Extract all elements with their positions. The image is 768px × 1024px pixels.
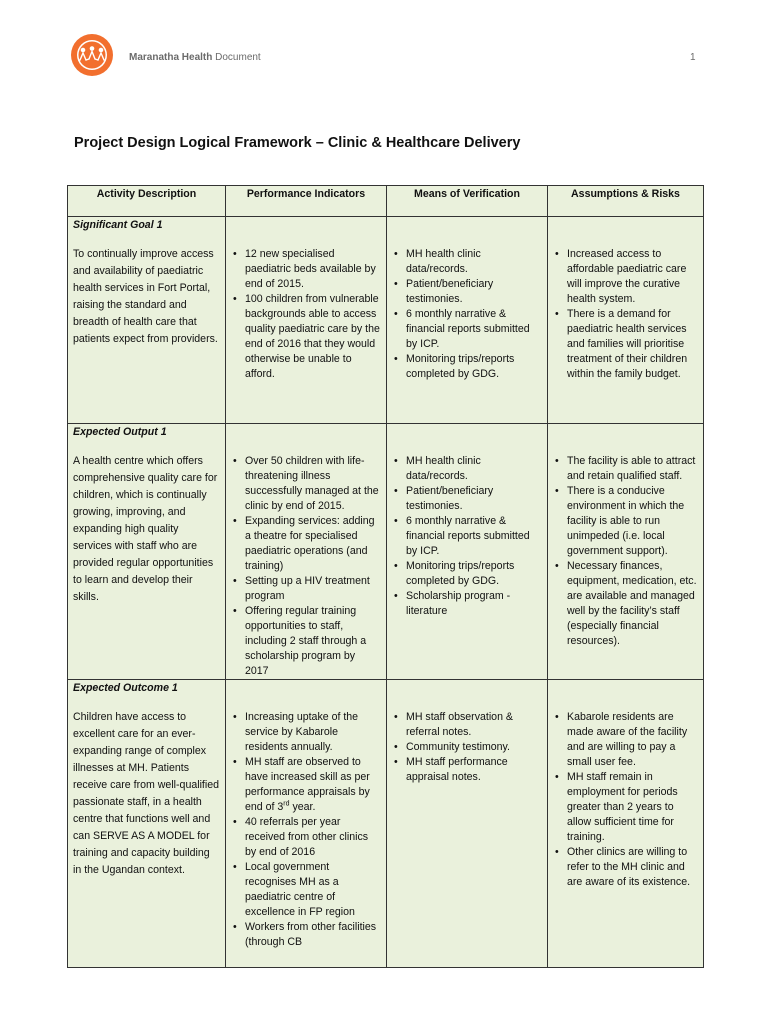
activity-description: Children have access to excellent care for an ever-expanding range of complex illnesses at MH. Patients receive care from well-qualified passionate staff, in a health centre that functions well and can SERVE AS A MODEL for training and capacity building in the Ugandan context. <box>73 711 220 876</box>
maranatha-logo-icon <box>70 33 114 77</box>
activity-description: To continually improve access and availability of paediatric health services in Fort Portal, raising the standard and breadth of health care that patients expect from providers. <box>73 248 218 345</box>
activity-description: A health centre which offers comprehensive quality care for children, which is continually growing, improving, and expanding high quality services with staff who are provided regular opportunities to learn and develop their skills. <box>73 455 218 603</box>
list-item: • MH health clinic data/records. <box>392 247 542 277</box>
list-item: • 40 referrals per year received from other clinics by end of 2016 <box>231 815 381 860</box>
assumptions-cell <box>548 217 704 424</box>
verification-cell <box>387 217 548 424</box>
list-item: • Monitoring trips/reports completed by GDG. <box>392 352 542 382</box>
assumptions-cell <box>548 424 704 680</box>
indicators-cell <box>226 424 387 680</box>
list-item: • There is a demand for paediatric health services and families will prioritise treatment of their children within the family budget. <box>553 307 698 382</box>
logframe-table <box>67 185 704 968</box>
list-item: • Necessary finances, equipment, medication, etc. are available and managed well by the facility’s staff (especially financial resources). <box>553 559 698 649</box>
table-row <box>68 680 704 968</box>
list-item: • MH staff are observed to have increased skill as per performance appraisals by end of 3rd year. <box>231 755 381 815</box>
list-item: • Increasing uptake of the service by Kabarole residents annually. <box>231 710 381 755</box>
list-item: • MH health clinic data/records. <box>392 454 542 484</box>
list-item: • Workers from other facilities (through CB <box>231 920 381 950</box>
table-row <box>68 424 704 680</box>
list-item: • Setting up a HIV treatment program <box>231 574 381 604</box>
list-item: • Scholarship program - literature <box>392 589 542 619</box>
list-item: • Over 50 children with life-threatening illness successfully managed at the clinic by end of 2015. <box>231 454 381 514</box>
section-label: Expected Outcome 1 <box>73 682 178 694</box>
list-item: • The facility is able to attract and retain qualified staff. <box>553 454 698 484</box>
list-item: • 100 children from vulnerable backgrounds able to access quality paediatric care by the end of 2016 that they would otherwise be unable to afford. <box>231 292 381 382</box>
indicators-cell <box>226 217 387 424</box>
indicators-cell <box>226 680 387 968</box>
list-item: • Local government recognises MH as a paediatric centre of excellence in FP region <box>231 860 381 920</box>
section-label: Significant Goal 1 <box>73 219 163 231</box>
column-header: Performance Indicators <box>226 186 387 217</box>
list-item: • There is a conducive environment in which the facility is able to run unimpeded (i.e. local government support). <box>553 484 698 559</box>
list-item: • Offering regular training opportunities to staff, including 2 staff through a scholarship program by 2017 <box>231 604 381 679</box>
list-item: • Community testimony. <box>392 740 542 755</box>
column-header: Assumptions & Risks <box>548 186 704 217</box>
list-item: • Other clinics are willing to refer to the MH clinic and are aware of its existence. <box>553 845 698 890</box>
list-item: • Monitoring trips/reports completed by GDG. <box>392 559 542 589</box>
document-title: Project Design Logical Framework – Clinic & Healthcare Delivery <box>74 135 521 151</box>
assumptions-cell <box>548 680 704 968</box>
table-row <box>68 217 704 424</box>
list-item: • Expanding services: adding a theatre for specialised paediatric operations (and training) <box>231 514 381 574</box>
table-header-row <box>68 186 704 217</box>
list-item: • Increased access to affordable paediatric care will improve the curative health system. <box>553 247 698 307</box>
list-item: • 6 monthly narrative & financial reports submitted by ICP. <box>392 514 542 559</box>
list-item: • Patient/beneficiary testimonies. <box>392 484 542 514</box>
activity-cell <box>68 217 226 424</box>
list-item: • MH staff remain in employment for periods greater than 2 years to allow sufficient time for training. <box>553 770 698 845</box>
column-header: Means of Verification <box>387 186 548 217</box>
list-item: • MH staff performance appraisal notes. <box>392 755 542 785</box>
column-header: Activity Description <box>68 186 226 217</box>
list-item: • Patient/beneficiary testimonies. <box>392 277 542 307</box>
page-header <box>0 0 768 110</box>
list-item: • 6 monthly narrative & financial reports submitted by ICP. <box>392 307 542 352</box>
verification-cell <box>387 424 548 680</box>
document-source: Maranatha Health Document <box>129 52 261 63</box>
section-label: Expected Output 1 <box>73 426 167 438</box>
page-number: 1 <box>690 52 696 63</box>
list-item: • MH staff observation & referral notes. <box>392 710 542 740</box>
activity-cell <box>68 424 226 680</box>
verification-cell <box>387 680 548 968</box>
list-item: • Kabarole residents are made aware of the facility and are willing to pay a small user fee. <box>553 710 698 770</box>
list-item: • 12 new specialised paediatric beds available by end of 2015. <box>231 247 381 292</box>
activity-cell <box>68 680 226 968</box>
